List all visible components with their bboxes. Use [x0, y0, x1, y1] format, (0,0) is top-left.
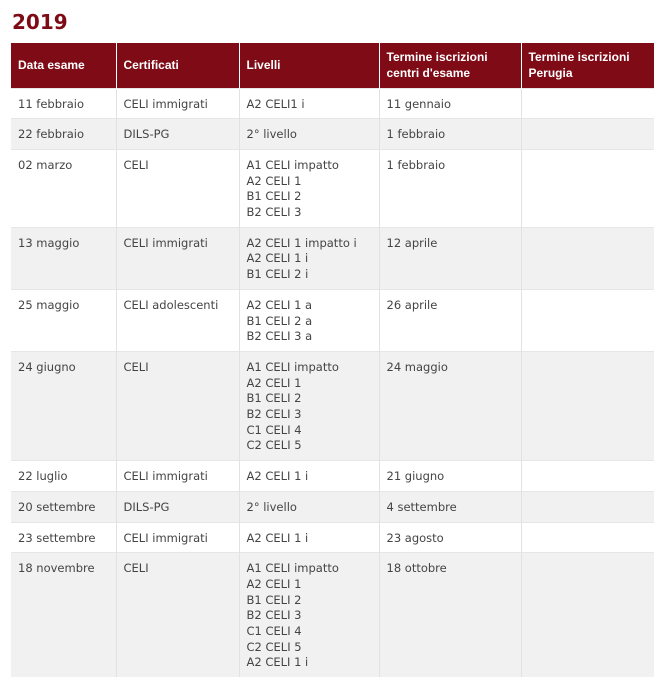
cell-exam-date: 23 settembre	[11, 522, 116, 553]
cell-certificate: DILS-PG	[116, 119, 239, 150]
level-item: B2 CELI 3	[246, 205, 302, 220]
cell-certificate: CELI immigrati	[116, 88, 239, 119]
exam-schedule-table	[11, 43, 654, 677]
cell-certificate: CELI	[116, 351, 239, 460]
cell-levels	[239, 553, 379, 677]
level-item: A1 CELI impatto	[246, 157, 339, 172]
cell-exam-date: 24 giugno	[11, 351, 116, 460]
cell-levels	[239, 227, 379, 289]
level-item: A1 CELI impatto	[246, 359, 339, 374]
level-item: A2 CELI 1 i	[246, 251, 309, 266]
header-exam-date: Data esame	[11, 43, 116, 88]
cell-exam-date: 13 maggio	[11, 227, 116, 289]
cell-levels	[239, 149, 379, 227]
cell-levels	[239, 351, 379, 460]
cell-levels	[239, 522, 379, 553]
cell-certificate: CELI immigrati	[116, 227, 239, 289]
cell-deadline-perugia	[521, 149, 654, 227]
cell-levels	[239, 88, 379, 119]
cell-exam-date: 11 febbraio	[11, 88, 116, 119]
cell-deadline-centers: 18 ottobre	[379, 553, 521, 677]
level-item: C2 CELI 5	[246, 639, 302, 654]
cell-deadline-perugia	[521, 119, 654, 150]
cell-deadline-centers: 24 maggio	[379, 351, 521, 460]
level-item: 2° livello	[246, 499, 297, 514]
cell-deadline-centers: 11 gennaio	[379, 88, 521, 119]
level-item: B1 CELI 2	[246, 592, 302, 607]
cell-levels	[239, 289, 379, 351]
table-row	[11, 119, 654, 150]
header-deadline-perugia: Termine iscrizioni Perugia	[521, 43, 654, 88]
cell-certificate: CELI	[116, 149, 239, 227]
level-item: 2° livello	[246, 127, 297, 142]
cell-exam-date: 25 maggio	[11, 289, 116, 351]
table-row	[11, 351, 654, 460]
cell-levels	[239, 119, 379, 150]
level-item: B2 CELI 3	[246, 608, 302, 623]
level-item: B1 CELI 2	[246, 189, 302, 204]
table-row	[11, 461, 654, 492]
level-item: A2 CELI 1 impatto i	[246, 235, 357, 250]
cell-deadline-centers: 4 settembre	[379, 491, 521, 522]
cell-certificate: CELI adolescenti	[116, 289, 239, 351]
header-certificates: Certificati	[116, 43, 239, 88]
cell-deadline-perugia	[521, 227, 654, 289]
cell-deadline-centers: 1 febbraio	[379, 149, 521, 227]
level-item: C1 CELI 4	[246, 624, 302, 639]
level-item: B2 CELI 3 a	[246, 329, 313, 344]
level-item: A2 CELI 1 i	[246, 655, 309, 670]
table-body	[11, 88, 654, 677]
level-item: A2 CELI1 i	[246, 96, 305, 111]
level-item: A2 CELI 1 i	[246, 530, 309, 545]
cell-exam-date: 22 luglio	[11, 461, 116, 492]
cell-exam-date: 18 novembre	[11, 553, 116, 677]
level-item: A1 CELI impatto	[246, 561, 339, 576]
cell-exam-date: 02 marzo	[11, 149, 116, 227]
level-item: C1 CELI 4	[246, 422, 302, 437]
table-row	[11, 491, 654, 522]
cell-certificate: CELI immigrati	[116, 461, 239, 492]
cell-deadline-perugia	[521, 351, 654, 460]
cell-deadline-centers: 21 giugno	[379, 461, 521, 492]
header-row	[11, 43, 654, 88]
level-item: B2 CELI 3	[246, 407, 302, 422]
cell-levels	[239, 461, 379, 492]
level-item: A2 CELI 1	[246, 576, 302, 591]
cell-levels	[239, 491, 379, 522]
cell-certificate: CELI immigrati	[116, 522, 239, 553]
level-item: B1 CELI 2	[246, 391, 302, 406]
table-row	[11, 522, 654, 553]
year-heading: 2019	[12, 10, 68, 34]
table-row	[11, 289, 654, 351]
cell-deadline-perugia	[521, 522, 654, 553]
cell-exam-date: 20 settembre	[11, 491, 116, 522]
table-row	[11, 149, 654, 227]
cell-deadline-centers: 23 agosto	[379, 522, 521, 553]
cell-certificate: DILS-PG	[116, 491, 239, 522]
header-levels: Livelli	[239, 43, 379, 88]
table-header	[11, 43, 654, 88]
table-row	[11, 88, 654, 119]
level-item: B1 CELI 2 a	[246, 313, 313, 328]
level-item: A2 CELI 1	[246, 375, 302, 390]
cell-deadline-centers: 1 febbraio	[379, 119, 521, 150]
header-deadline-centers: Termine iscrizioni centri d'esame	[379, 43, 521, 88]
cell-exam-date: 22 febbraio	[11, 119, 116, 150]
cell-certificate: CELI	[116, 553, 239, 677]
cell-deadline-perugia	[521, 289, 654, 351]
table-row	[11, 553, 654, 677]
table-row	[11, 227, 654, 289]
level-item: A2 CELI 1 a	[246, 297, 313, 312]
cell-deadline-perugia	[521, 491, 654, 522]
level-item: A2 CELI 1	[246, 173, 302, 188]
level-item: C2 CELI 5	[246, 438, 302, 453]
cell-deadline-perugia	[521, 553, 654, 677]
level-item: A2 CELI 1 i	[246, 469, 309, 484]
level-item: B1 CELI 2 i	[246, 267, 309, 282]
cell-deadline-centers: 12 aprile	[379, 227, 521, 289]
cell-deadline-perugia	[521, 88, 654, 119]
cell-deadline-perugia	[521, 461, 654, 492]
cell-deadline-centers: 26 aprile	[379, 289, 521, 351]
